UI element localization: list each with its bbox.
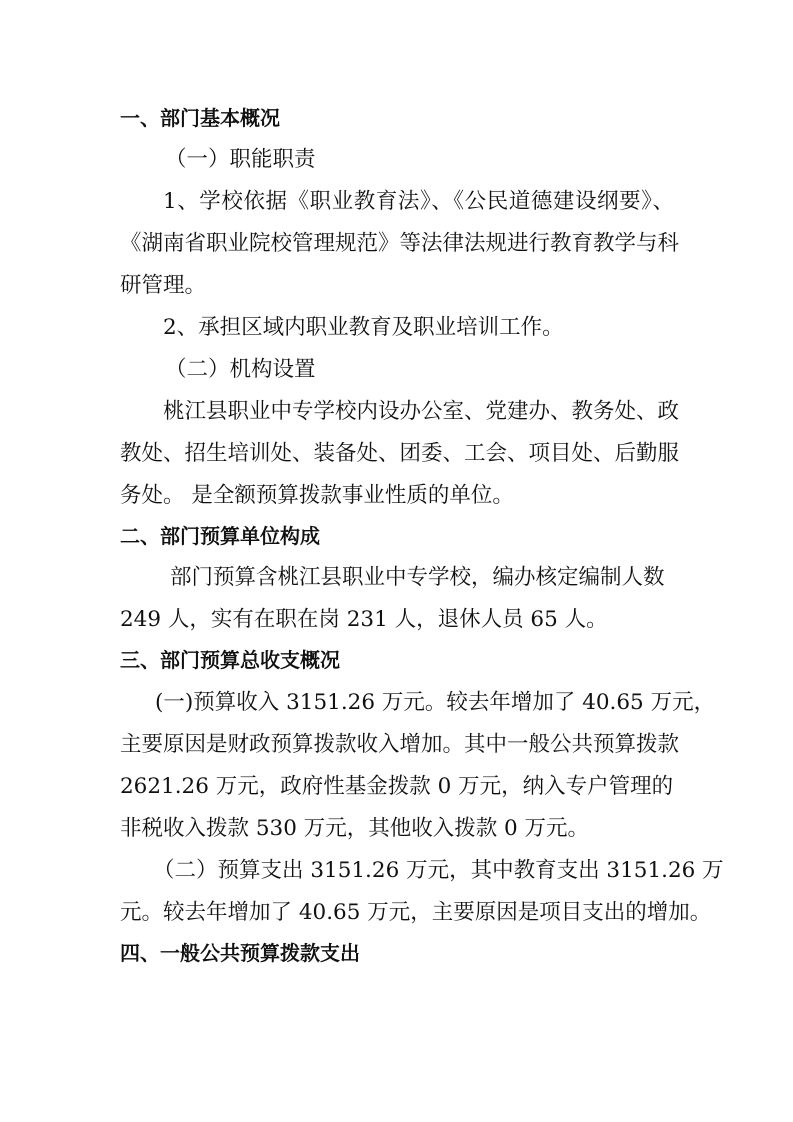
section-heading-2: 二、部门预算单位构成 <box>120 524 320 548</box>
paragraph-1-line-2: 《湖南省职业院校管理规范》等法律法规进行教育教学与科 <box>120 231 680 256</box>
paragraph-1-line-1: 1、学校依据《职业教育法》、《公民道德建设纲要》、 <box>163 189 674 214</box>
paragraph-4-line-2: 249 人，实有在职在岗 231 人，退休人员 65 人。 <box>120 607 608 632</box>
paragraph-6-line-1: （二）预算支出 3151.26 万元，其中教育支出 3151.26 万 <box>153 858 724 883</box>
paragraph-1-line-3: 研管理。 <box>120 273 207 298</box>
section-heading-3: 三、部门预算总收支概况 <box>120 648 340 672</box>
paragraph-5-line-1: (一)预算收入 3151.26 万元。较去年增加了 40.65 万元， <box>155 690 716 715</box>
subheading-functions: （一）职能职责 <box>165 147 316 172</box>
paragraph-3-line-2: 教处、招生培训处、装备处、团委、工会、项目处、后勤服 <box>120 441 680 466</box>
paragraph-5-line-2: 主要原因是财政预算拨款收入增加。其中一般公共预算拨款 <box>120 732 680 757</box>
section-heading-1: 一、部门基本概况 <box>120 106 280 130</box>
paragraph-3-line-1: 桃江县职业中专学校内设办公室、党建办、教务处、政 <box>163 399 680 424</box>
paragraph-5-line-3: 2621.26 万元，政府性基金拨款 0 万元，纳入专户管理的 <box>120 774 674 799</box>
section-heading-4: 四、一般公共预算拨款支出 <box>120 941 360 965</box>
paragraph-3-line-3: 务处。 是全额预算拨款事业性质的单位。 <box>120 483 514 508</box>
paragraph-2: 2、承担区域内职业教育及职业培训工作。 <box>163 315 564 340</box>
paragraph-5-line-4: 非税收入拨款 530 万元，其他收入拨款 0 万元。 <box>120 816 590 841</box>
subheading-organization: （二）机构设置 <box>165 357 316 382</box>
paragraph-4-line-1: 部门预算含桃江县职业中专学校，编办核定编制人数 <box>170 565 665 590</box>
paragraph-6-line-2: 元。较去年增加了 40.65 万元，主要原因是项目支出的增加。 <box>120 900 712 925</box>
